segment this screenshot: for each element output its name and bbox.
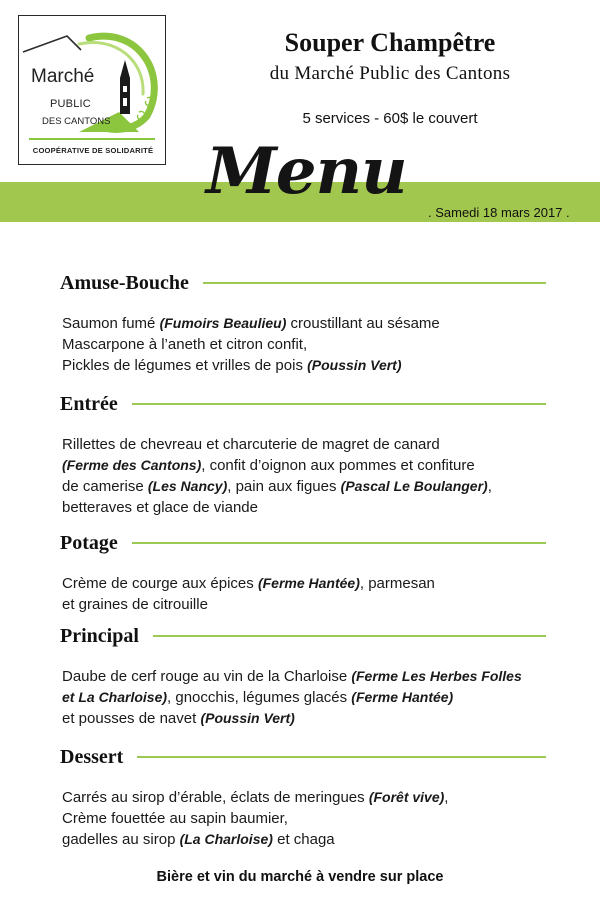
section-principal xyxy=(60,626,550,729)
dish-text: gadelles au sirop xyxy=(62,831,180,848)
menu-line xyxy=(62,334,550,355)
section-title: Dessert xyxy=(60,746,124,768)
supplier-name: (Les Nancy) xyxy=(147,478,228,494)
event-title: Souper Champêtre xyxy=(284,28,496,57)
event-subtitle: du Marché Public des Cantons xyxy=(269,63,511,84)
section-dessert xyxy=(60,747,550,850)
section-rule xyxy=(137,756,546,758)
dish-text: Carrés au sirop d’érable, éclats de meringues xyxy=(62,789,369,806)
menu-line xyxy=(62,594,550,615)
supplier-name: (La Charloise) xyxy=(179,831,273,847)
menu-line xyxy=(62,829,550,850)
supplier-name: (Forêt vive) xyxy=(368,789,445,805)
menu-line xyxy=(62,787,550,808)
section-items xyxy=(60,434,550,518)
supplier-name: (Ferme Hantée) xyxy=(257,575,360,591)
dish-text: , xyxy=(487,478,492,495)
section-title: Potage xyxy=(60,532,118,554)
price-info: 5 services - 60$ le couvert xyxy=(302,110,478,127)
section-rule xyxy=(132,542,546,544)
dish-text: Pickles de légumes et vrilles de pois xyxy=(62,357,308,374)
logo-cooperative: COOPÉRATIVE DE SOLIDARITÉ xyxy=(32,146,154,155)
section-title: Amuse-Bouche xyxy=(60,272,189,294)
dish-text: et pousses de navet xyxy=(62,710,201,727)
menu-line xyxy=(62,708,550,729)
section-title: Principal xyxy=(60,625,139,647)
supplier-name: et La Charloise) xyxy=(62,689,168,705)
section-items xyxy=(60,787,550,850)
dish-text: Mascarpone à l’aneth et citron confit, xyxy=(62,336,308,353)
menu-line xyxy=(62,573,550,594)
dish-text: , confit d’oignon aux pommes et confiture xyxy=(201,457,475,474)
dish-text: Crème de courge aux épices xyxy=(62,575,258,592)
section-rule xyxy=(153,635,546,637)
dish-text: , parmesan xyxy=(359,575,435,592)
supplier-name: (Pascal Le Boulanger) xyxy=(340,478,488,494)
menu-line xyxy=(62,434,550,455)
logo-divider xyxy=(29,138,155,140)
footer-note: Bière et vin du marché à vendre sur place xyxy=(156,869,444,885)
logo-graphic xyxy=(19,16,167,166)
menu-line xyxy=(62,455,550,476)
section-items xyxy=(60,666,550,729)
supplier-name: (Ferme Les Herbes Folles xyxy=(351,668,522,684)
section-entree xyxy=(60,394,550,518)
section-rule xyxy=(132,403,546,405)
dish-text: Daube de cerf rouge au vin de la Charloise xyxy=(62,668,352,685)
menu-line xyxy=(62,808,550,829)
dish-text: Saumon fumé xyxy=(62,315,160,332)
section-title: Entrée xyxy=(60,393,118,415)
menu-line xyxy=(62,355,550,376)
menu-line xyxy=(62,476,550,497)
supplier-name: (Ferme des Cantons) xyxy=(62,457,202,473)
supplier-name: (Poussin Vert) xyxy=(200,710,295,726)
supplier-name: (Fumoirs Beaulieu) xyxy=(159,315,287,331)
section-items xyxy=(60,573,550,615)
section-items xyxy=(60,313,550,376)
supplier-name: (Poussin Vert) xyxy=(307,357,402,373)
logo xyxy=(18,15,166,165)
supplier-name: (Ferme Hantée) xyxy=(351,689,454,705)
logo-public: PUBLIC xyxy=(50,98,91,110)
dish-text: , pain aux figues xyxy=(227,478,341,495)
dish-text: et chaga xyxy=(272,831,335,848)
dish-text: , gnocchis, légumes glacés xyxy=(167,689,352,706)
dish-text: betteraves et glace de viande xyxy=(62,499,258,516)
section-potage xyxy=(60,533,550,615)
dish-text: Rillettes de chevreau et charcuterie de magret de canard xyxy=(62,436,440,453)
dish-text: croustillant au sésame xyxy=(286,315,440,332)
menu-line xyxy=(62,687,550,708)
logo-title: Marché xyxy=(31,66,95,87)
menu-line xyxy=(62,497,550,518)
dish-text: , xyxy=(444,789,449,806)
dish-text: et graines de citrouille xyxy=(62,596,208,613)
dish-text: de camerise xyxy=(62,478,148,495)
menu-line xyxy=(62,666,550,687)
logo-cantons: DES CANTONS xyxy=(42,116,111,127)
dish-text: Crème fouettée au sapin baumier, xyxy=(62,810,288,827)
section-amuse-bouche xyxy=(60,273,550,376)
menu-heading: Menu xyxy=(206,134,407,209)
menu-line xyxy=(62,313,550,334)
event-date: . Samedi 18 mars 2017 . xyxy=(428,205,570,220)
section-rule xyxy=(203,282,546,284)
